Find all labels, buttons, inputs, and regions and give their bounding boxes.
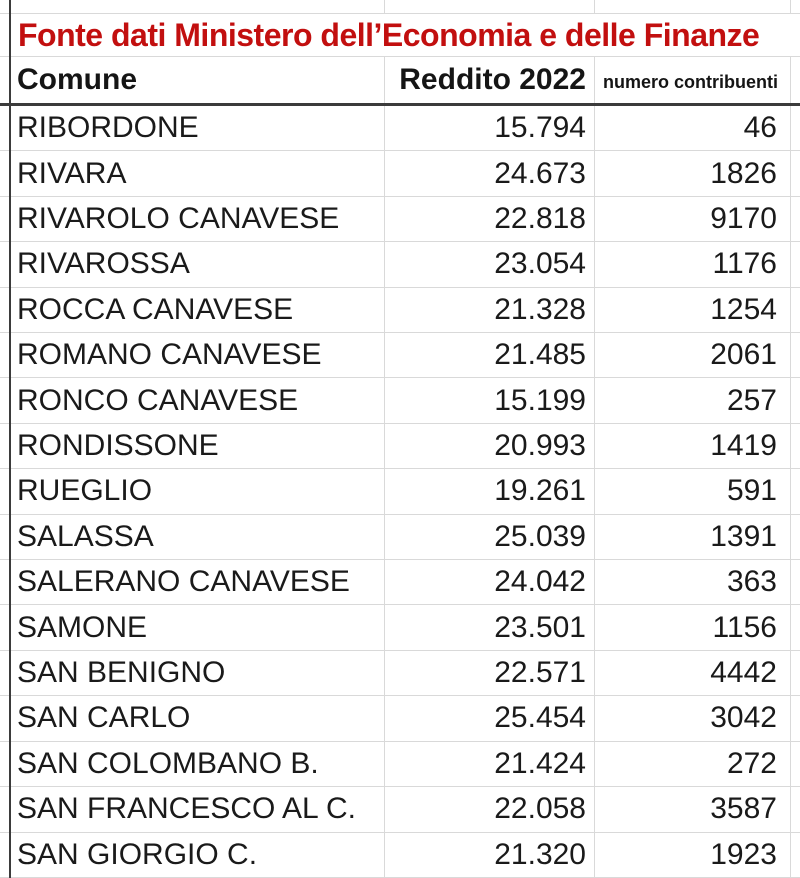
right-margin-cell: [791, 288, 800, 332]
right-margin-cell: [791, 515, 800, 559]
cell-contribuenti: 1254: [595, 288, 791, 332]
cell-contribuenti: 3587: [595, 787, 791, 831]
table-row: [0, 424, 800, 469]
right-margin-cell: [791, 742, 800, 786]
cell-contribuenti: 1156: [595, 605, 791, 649]
cell-reddito: 19.261: [385, 469, 595, 513]
source-note-row: [0, 14, 800, 57]
cell-comune: SAN FRANCESCO AL C.: [10, 787, 385, 831]
cell-reddito: 21.485: [385, 333, 595, 377]
table-row: [0, 651, 800, 696]
cell-contribuenti: 1391: [595, 515, 791, 559]
table-row: [0, 242, 800, 287]
right-margin-cell: [791, 787, 800, 831]
cell-reddito: 25.039: [385, 515, 595, 559]
cell-reddito: 22.571: [385, 651, 595, 695]
cell-comune: RONDISSONE: [10, 424, 385, 468]
cell-comune: SAN CARLO: [10, 696, 385, 740]
cell-contribuenti: 257: [595, 378, 791, 422]
cell-reddito: 21.328: [385, 288, 595, 332]
cell-comune: SAN BENIGNO: [10, 651, 385, 695]
right-margin-cell: [791, 560, 800, 604]
right-margin-cell: [791, 151, 800, 195]
left-column-border-line: [9, 0, 11, 878]
table-row: [0, 833, 800, 878]
source-note-text: Fonte dati Ministero dell’Economia e delle Finanze: [18, 16, 760, 53]
cell-comune: SALASSA: [10, 515, 385, 559]
table-row: [0, 333, 800, 378]
cell-comune: ROCCA CANAVESE: [10, 288, 385, 332]
table-row: [0, 560, 800, 605]
cell-contribuenti: 591: [595, 469, 791, 513]
cell-contribuenti: 1923: [595, 833, 791, 877]
cell-comune: RIVARA: [10, 151, 385, 195]
cell-contribuenti: 1419: [595, 424, 791, 468]
cell-reddito: 21.320: [385, 833, 595, 877]
right-margin-cell: [791, 469, 800, 513]
table-header-row: [0, 57, 800, 106]
cell-reddito: 23.054: [385, 242, 595, 286]
cell-contribuenti: 1176: [595, 242, 791, 286]
table-row: [0, 151, 800, 196]
right-margin-cell: [791, 242, 800, 286]
table-row: [0, 106, 800, 151]
cell-comune: SAN COLOMBANO B.: [10, 742, 385, 786]
table-row: [0, 696, 800, 741]
cell-comune: RIVAROSSA: [10, 242, 385, 286]
cell-contribuenti: 46: [595, 106, 791, 150]
cell-reddito: 15.794: [385, 106, 595, 150]
right-margin-cell: [791, 57, 800, 103]
cell-reddito: 15.199: [385, 378, 595, 422]
right-margin-cell: [791, 0, 800, 13]
cell-contribuenti: 2061: [595, 333, 791, 377]
column-header-comune: Comune: [10, 57, 385, 103]
cell-contribuenti: 363: [595, 560, 791, 604]
cell-reddito: 24.042: [385, 560, 595, 604]
table-row: [0, 378, 800, 423]
cell-comune: SAN GIORGIO C.: [10, 833, 385, 877]
cell-comune: SALERANO CANAVESE: [10, 560, 385, 604]
right-margin-cell: [791, 424, 800, 468]
column-header-reddito: Reddito 2022: [385, 57, 595, 103]
cell-comune: RIVAROLO CANAVESE: [10, 197, 385, 241]
right-margin-cell: [791, 651, 800, 695]
table-row: [0, 197, 800, 242]
cell-reddito: 22.818: [385, 197, 595, 241]
right-margin-cell: [791, 197, 800, 241]
table-row: [0, 515, 800, 560]
cell-comune: ROMANO CANAVESE: [10, 333, 385, 377]
table-row: [0, 742, 800, 787]
cell-reddito: 24.673: [385, 151, 595, 195]
table-row: [0, 605, 800, 650]
table-row: [0, 787, 800, 832]
right-margin-cell: [791, 696, 800, 740]
table-row: [0, 469, 800, 514]
right-margin-cell: [791, 333, 800, 377]
cell-reddito: 25.454: [385, 696, 595, 740]
cell-contribuenti: 4442: [595, 651, 791, 695]
top-partial-row: [0, 0, 800, 14]
cell-comune: RIBORDONE: [10, 106, 385, 150]
column-header-contribuenti: numero contribuenti: [595, 57, 791, 103]
cell-reddito: 21.424: [385, 742, 595, 786]
empty-cell: [595, 0, 791, 13]
cell-comune: SAMONE: [10, 605, 385, 649]
cell-reddito: 22.058: [385, 787, 595, 831]
cell-contribuenti: 3042: [595, 696, 791, 740]
cell-reddito: 20.993: [385, 424, 595, 468]
empty-cell: [385, 0, 595, 13]
cell-contribuenti: 9170: [595, 197, 791, 241]
cell-comune: RONCO CANAVESE: [10, 378, 385, 422]
table-row: [0, 288, 800, 333]
right-margin-cell: [791, 605, 800, 649]
right-margin-cell: [791, 378, 800, 422]
cell-reddito: 23.501: [385, 605, 595, 649]
right-margin-cell: [791, 106, 800, 150]
right-margin-cell: [791, 833, 800, 877]
cell-contribuenti: 1826: [595, 151, 791, 195]
empty-cell: [10, 0, 385, 13]
cell-contribuenti: 272: [595, 742, 791, 786]
cell-comune: RUEGLIO: [10, 469, 385, 513]
table-body: [0, 106, 800, 878]
